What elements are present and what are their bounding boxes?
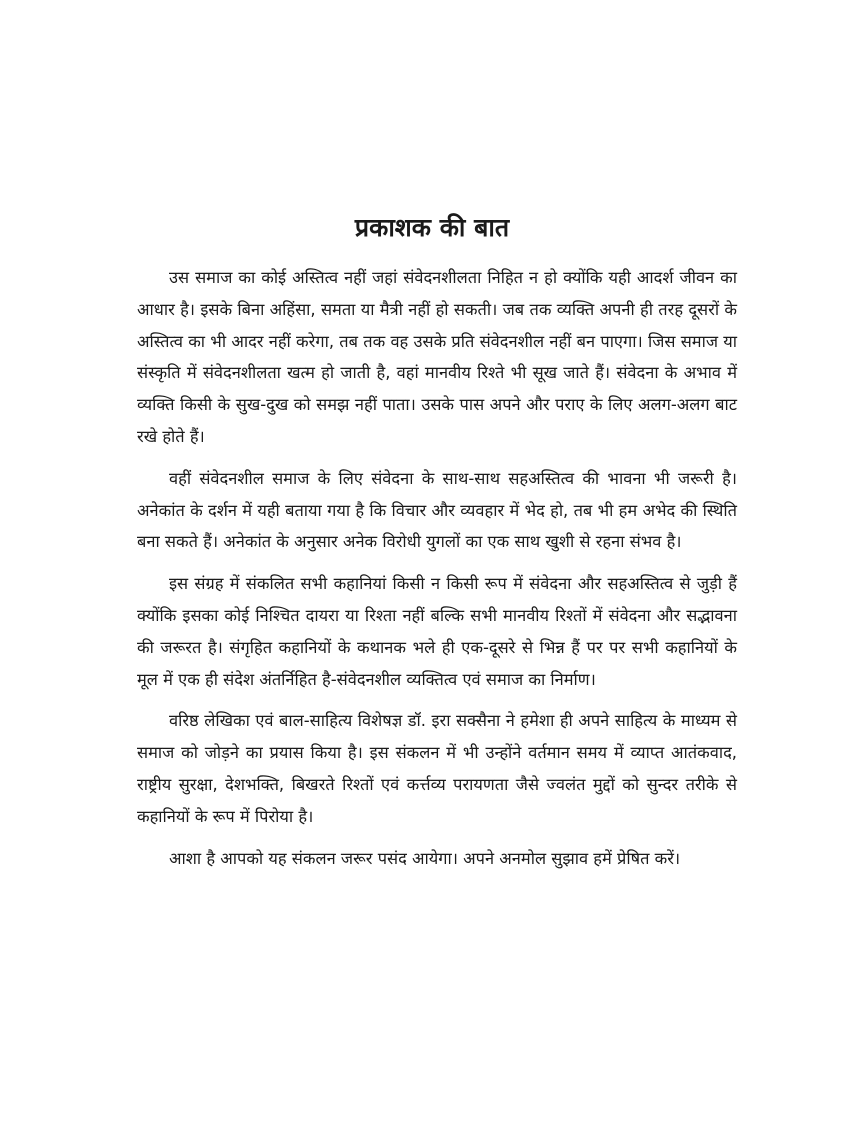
paragraph-5: आशा है आपको यह संकलन जरूर पसंद आयेगा। अपने अनमोल सुझाव हमें प्रेषित करें। <box>169 848 681 868</box>
paragraph-2: वहीं संवेदनशील समाज के लिए संवेदना के साथ-साथ सहअस्तित्व की भावना भी जरूरी है। अनेकांत के दर्शन में यही बताया गया है कि विचार और व्यवहार में भेद हो, तब भी हम अभेद की स्थिति बना सकते हैं। अनेकांत के अनुसार अनेक विरोधी युगलों का एक साथ खुशी से रहना संभव है। <box>137 468 737 552</box>
document-body <box>137 262 737 884</box>
paragraph-3: इस संग्रह में संकलित सभी कहानियां किसी न किसी रूप में संवेदना और सहअस्तित्व से जुड़ी हैं क्योंकि इसका कोई निश्चित दायरा या रिश्ता नहीं बल्कि सभी मानवीय रिश्तों में संवेदना और सद्भावना की जरूरत है। संगृहित कहानियों के कथानक भले ही एक-दूसरे से भिन्न हैं पर पर सभी कहानियों के मूल में एक ही संदेश अंतर्निहित है-संवेदनशील व्यक्तित्व एवं समाज का निर्माण। <box>137 574 737 689</box>
page-title: प्रकाशक की बात <box>354 213 510 242</box>
paragraph-4: वरिष्ठ लेखिका एवं बाल-साहित्य विशेषज्ञ डॉ. इरा सक्सैना ने हमेशा ही अपने साहित्य के माध्यम से समाज को जोड़ने का प्रयास किया है। इस संकलन में भी उन्होंने वर्तमान समय में व्याप्त आतंकवाद, राष्ट्रीय सुरक्षा, देशभक्ति, बिखरते रिश्तों एवं कर्त्तव्य परायणता जैसे ज्वलंत मुद्दों को सुन्दर तरीके से कहानियों के रूप में पिरोया है। <box>137 711 737 826</box>
paragraph-1: उस समाज का कोई अस्तित्व नहीं जहां संवेदनशीलता निहित न हो क्योंकि यही आदर्श जीवन का आधार है। इसके बिना अहिंसा, समता या मैत्री नहीं हो सकती। जब तक व्यक्ति अपनी ही तरह दूसरों के अस्तित्व का भी आदर नहीं करेगा, तब तक वह उसके प्रति संवेदनशील नहीं बन पाएगा। जिस समाज या संस्कृति में संवेदनशीलता खत्म हो जाती है, वहां मानवीय रिश्ते भी सूख जाते हैं। संवेदना के अभाव में व्यक्ति किसी के सुख-दुख को समझ नहीं पाता। उसके पास अपने और पराए के लिए अलग-अलग बाट रखे होते हैं। <box>137 268 737 446</box>
